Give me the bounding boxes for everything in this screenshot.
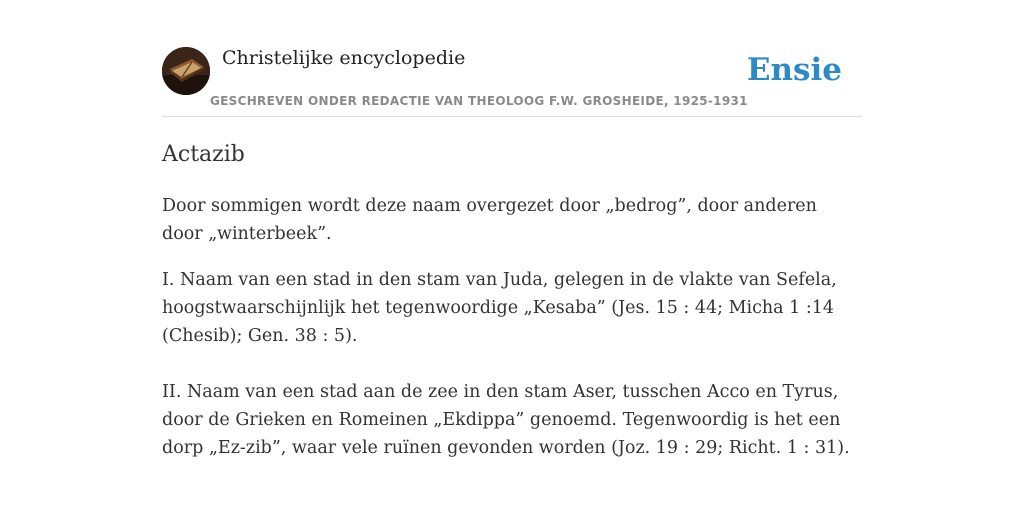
book-thumbnail-icon[interactable]: [162, 47, 210, 95]
article-title: Actazib: [162, 142, 245, 167]
article-paragraph-intro: Door sommigen wordt deze naam overgezet door „bedrog”, door anderen door „winterbeek”.: [162, 196, 817, 244]
article-paragraph-2: II. Naam van een stad aan de zee in den stam Aser, tusschen Acco en Tyrus, door de Grieken en Romeinen „Ekdippa” genoemd. Tegenwoordig is het een dorp „Ez-zib”, waar vele ruïnen gevonden worden (Joz. 19 : 29; Richt. 1 : 31).: [162, 382, 850, 458]
article-body: [162, 192, 862, 462]
encyclopedia-title[interactable]: Christelijke encyclopedie: [222, 47, 466, 69]
article-paragraph-1: I. Naam van een stad in den stam van Juda, gelegen in de vlakte van Sefela, hoogstwaarschijnlijk het tegenwoordige „Kesaba” (Jes. 15 : 44; Micha 1 :14 (Chesib); Gen. 38 : 5).: [162, 270, 837, 346]
encyclopedia-subtitle: GESCHREVEN ONDER REDACTIE VAN THEOLOOG F.W. GROSHEIDE, 1925-1931: [210, 94, 748, 108]
encyclopedia-header: [162, 46, 862, 117]
brand-logo[interactable]: Ensie: [746, 52, 842, 88]
